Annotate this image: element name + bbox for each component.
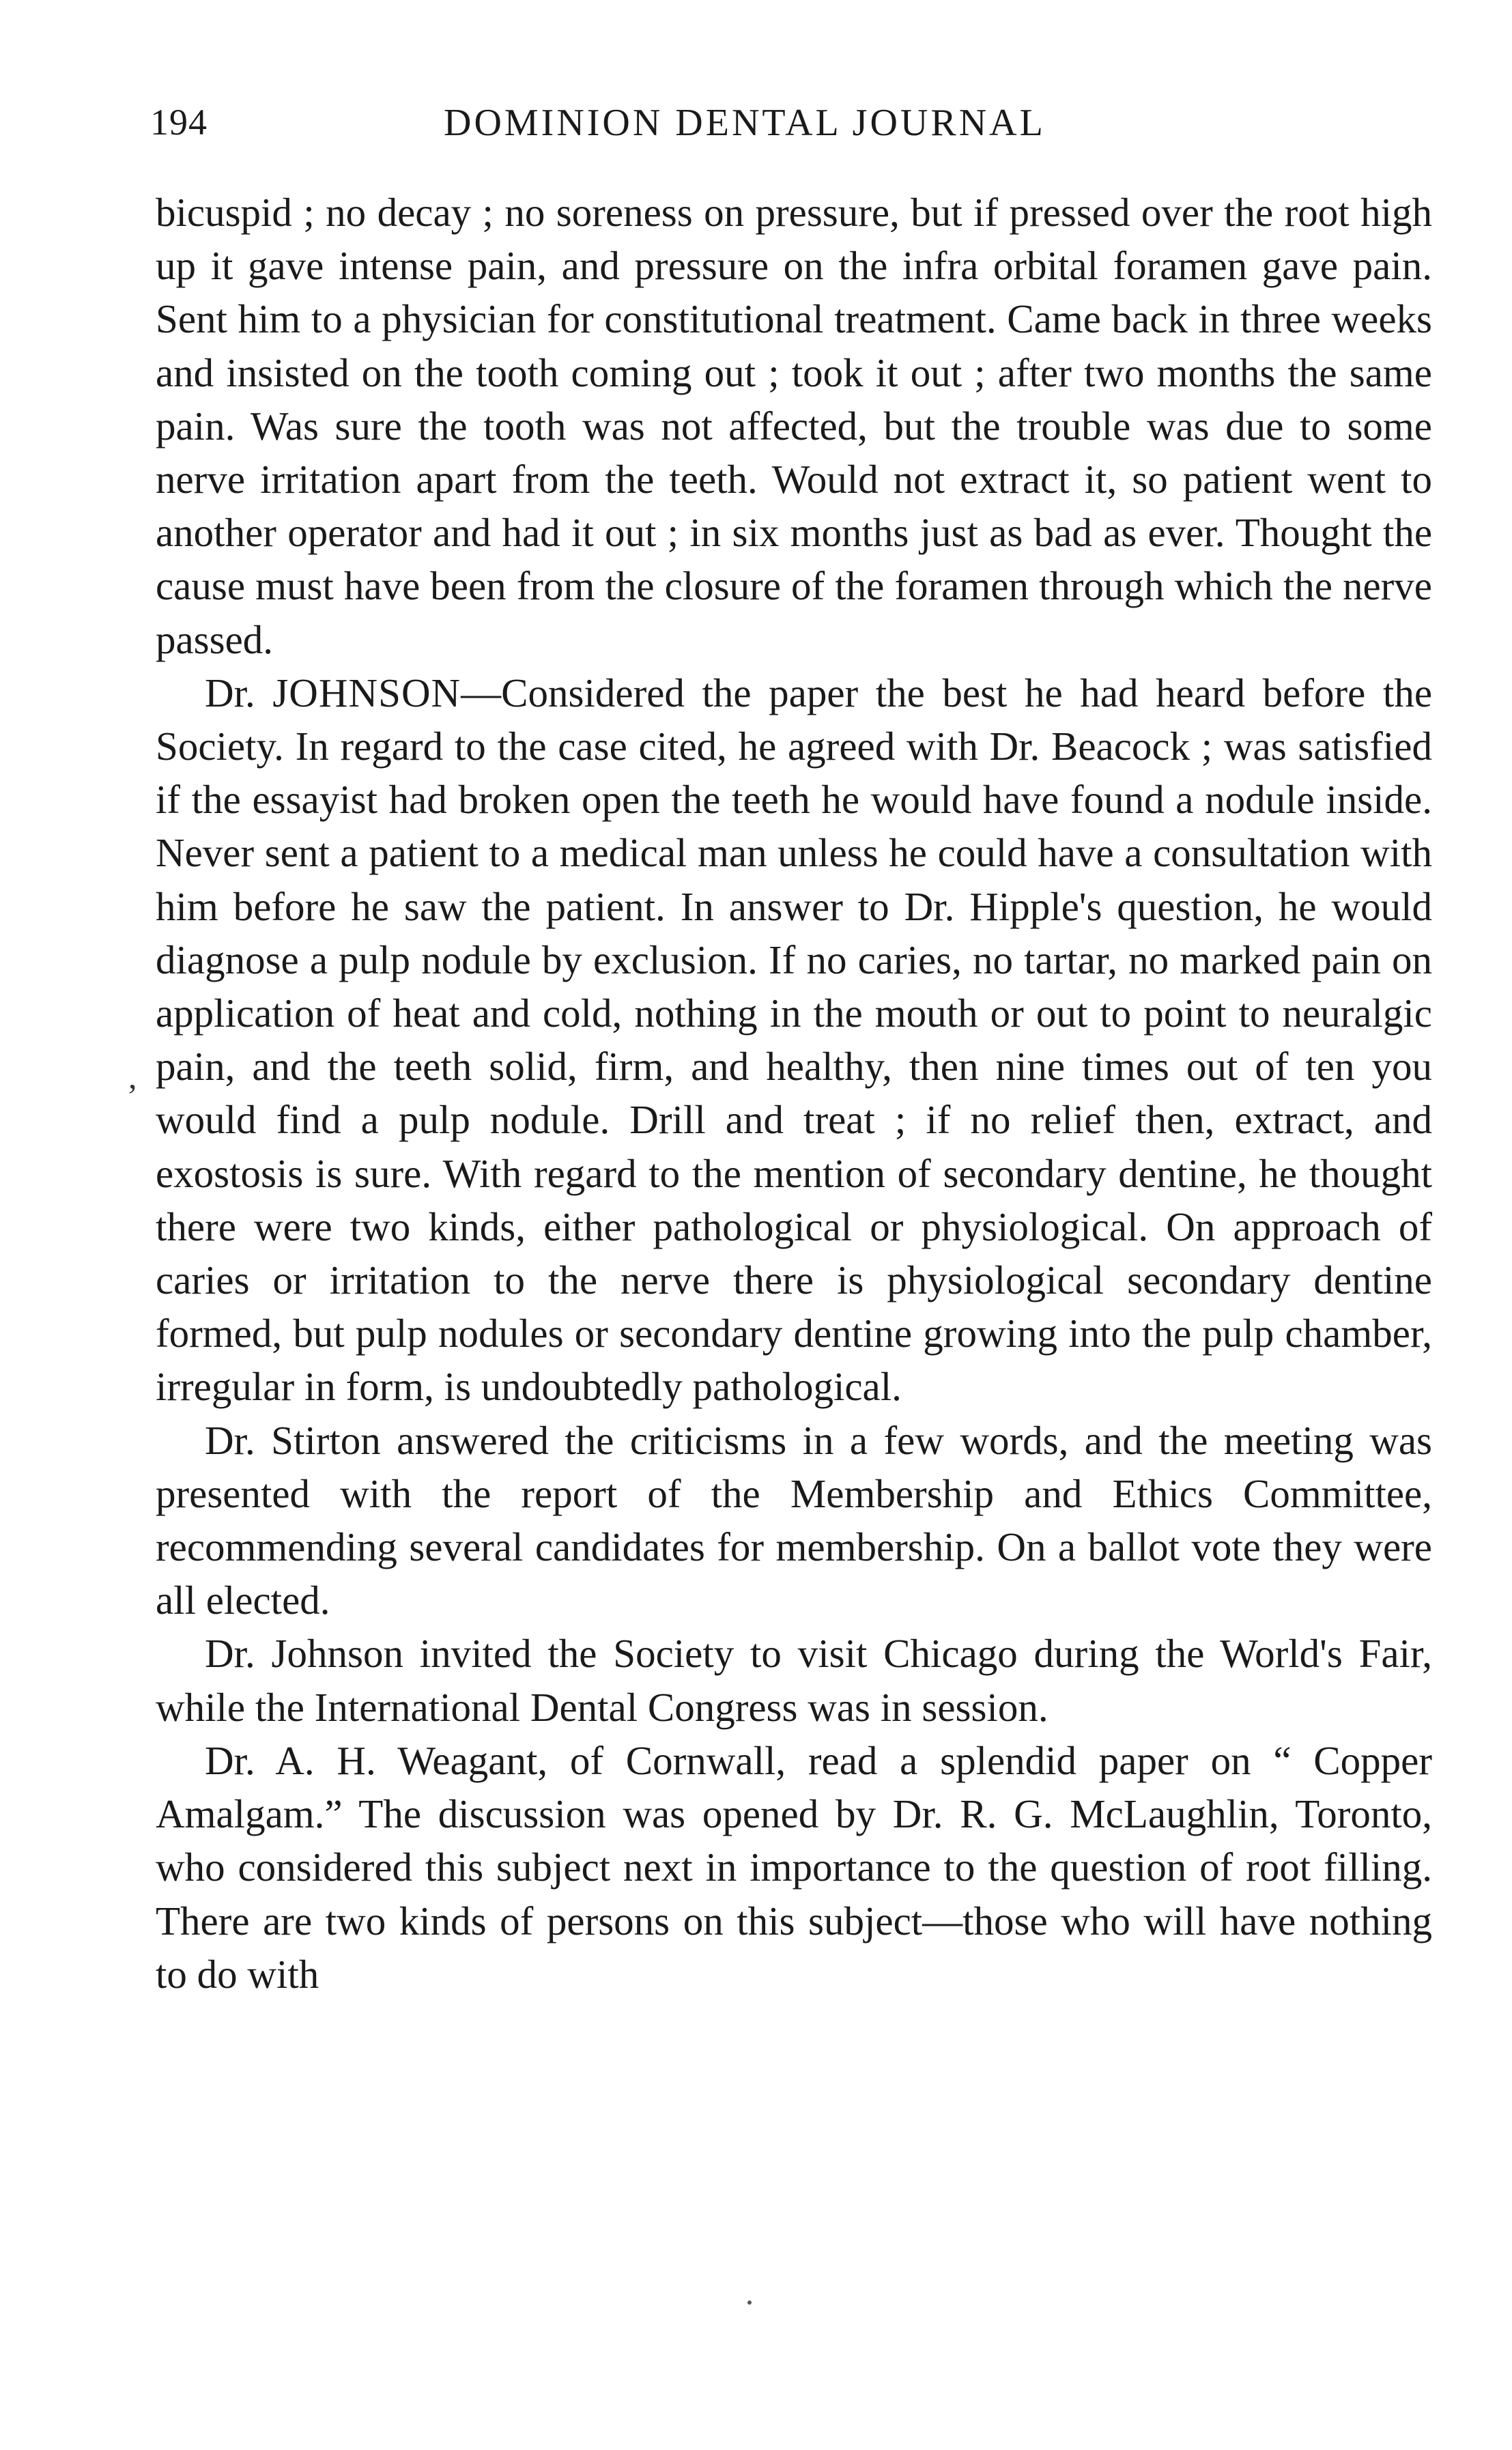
paragraph-invitation: Dr. Johnson invited the Society to visit Chicago during the World's Fair, while the International Dental Congress was in session. [156,1631,1432,1730]
speaker-name: JOHNSON [272,670,461,715]
paragraph-johnson-text: —Considered the paper the best he had heard before the Society. In regard to the case cited, he agreed with Dr. Beacock ; was satisfied if the essayist had broken open the teeth he would have found a nodule inside. Never sent a patient to a medical man unless he could have a consultation with him before he saw the patient. In answer to Dr. Hipple's question, he would diagnose a pulp nodule by exclusion. If no caries, no tartar, no marked pain on application of heat and cold, nothing in the mouth or out to point to neuralgic pain, and the teeth solid, firm, and healthy, then nine times out of ten you would find a pulp nodule. Drill and treat ; if no relief then, extract, and exostosis is sure. With regard to the mention of secondary dentine, he thought there were two kinds, either pathological or physiological. On approach of caries or irritation to the nerve there is physiological secondary dentine formed, but pulp nodules or secondary dentine growing into the pulp chamber, irregular in form, is undoubtedly pathological. [156,670,1433,1410]
page-number: 194 [150,102,208,143]
paragraph-continuation: bicuspid ; no decay ; no soreness on pressure, but if pressed over the root high up it gave intense pain, and pressure on the infra orbital foramen gave pain. Sent him to a physician for constitutional treatment. Came back in three weeks and insisted on the tooth coming out ; took it out ; after two months the same pain. Was sure the tooth was not affected, but the trouble was due to some nerve irritation apart from the teeth. Would not extract it, so patient went to another operator and had it out ; in six months just as bad as ever. Thought the cause must have been from the closure of the foramen through which the nerve passed. [156,190,1432,662]
running-head [150,101,1433,156]
paragraph-johnson [156,666,1432,1414]
paragraph-weagant: Dr. A. H. Weagant, of Cornwall, read a splendid paper on “ Copper Amalgam.” The discussion was opened by Dr. R. G. McLaughlin, Toronto, who considered this subject next in importance to the question of root filling. There are two kinds of persons on this subject—those who will have nothing to do with [156,1737,1432,1997]
paragraph-stirton: Dr. Stirton answered the criticisms in a few words, and the meeting was presented with the report of the Membership and Ethics Committee, recommending several candidates for membership. On a ballot vote they were all elected. [156,1417,1432,1623]
margin-mark: , [128,1057,137,1096]
journal-title: DOMINION DENTAL JOURNAL [444,102,1046,144]
body-text [156,186,1432,2001]
print-speck [747,2301,752,2305]
speaker-prefix: Dr. [205,670,273,715]
